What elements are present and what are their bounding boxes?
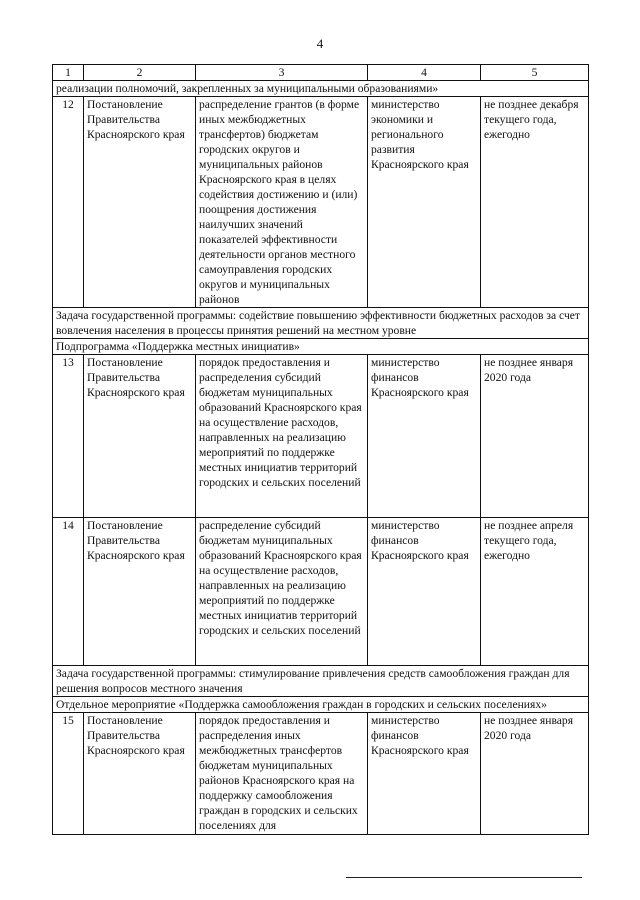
column-number: 1 [53,65,84,81]
subprogram-row [53,339,589,355]
task-row [53,308,589,339]
section-heading: реализации полномочий, закрепленных за муниципальными образованиями» [53,81,589,97]
subject-cell: порядок предоставления и распределения иных межбюджетных трансфертов бюджетам муниципальных районов Красноярского края на поддержку самообложения граждан в городских и сельских поселениях для [196,713,368,835]
table-row [53,518,589,666]
table-row [53,97,589,308]
executor-cell: министерство финансов Красноярского края [368,355,481,518]
table-row [53,713,589,835]
task-row [53,666,589,697]
executor-cell: министерство финансов Красноярского края [368,713,481,835]
page-number: 4 [316,36,324,51]
program-task-heading: Задача государственной программы: содействие повышению эффективности бюджетных расходов за счет вовлечения населения в процессы принятия решений на местном уровне [53,308,589,339]
act-type-cell: Постановление Правительства Красноярского края [84,518,196,666]
separate-measure-heading: Отдельное мероприятие «Поддержка самообложения граждан в городских и сельских поселениях» [53,697,589,713]
row-number: 15 [53,713,84,835]
subject-cell: порядок предоставления и распределения субсидий бюджетам муниципальных образований Красноярского края на осуществление расходов, направленных на реализацию мероприятий по поддержке местных инициатив территорий городских и сельских поселений [196,355,368,518]
deadline-cell: не позднее января 2020 года [481,355,589,518]
row-number: 13 [53,355,84,518]
deadline-cell: не позднее января 2020 года [481,713,589,835]
column-number: 2 [84,65,196,81]
section-continuation-row [53,81,589,97]
program-task-heading: Задача государственной программы: стимулирование привлечения средств самообложения граждан для решения вопросов местного значения [53,666,589,697]
row-number: 12 [53,97,84,308]
column-number-row [53,65,589,81]
subject-cell: распределение грантов (в форме иных межбюджетных трансфертов) бюджетам городских округов и муниципальных районов Красноярского края в целях содействия достижению и (или) поощрения достижения наилучших значений показателей эффективности деятельности органов местного самоуправления городских округов и муниципальных районов [196,97,368,308]
subprogram-heading: Подпрограмма «Поддержка местных инициатив» [53,339,589,355]
act-type-cell: Постановление Правительства Красноярского края [84,355,196,518]
regulatory-acts-table [52,64,589,835]
subject-cell: распределение субсидий бюджетам муниципальных образований Красноярского края на осуществление расходов, направленных на реализацию мероприятий по поддержке местных инициатив территорий городских и сельских поселений [196,518,368,666]
executor-cell: министерство экономики и регионального развития Красноярского края [368,97,481,308]
act-type-cell: Постановление Правительства Красноярского края [84,97,196,308]
column-number: 3 [196,65,368,81]
deadline-cell: не позднее декабря текущего года, ежегодно [481,97,589,308]
column-number: 4 [368,65,481,81]
separate-measure-row [53,697,589,713]
row-number: 14 [53,518,84,666]
executor-cell: министерство финансов Красноярского края [368,518,481,666]
act-type-cell: Постановление Правительства Красноярского края [84,713,196,835]
column-number: 5 [481,65,589,81]
table-row [53,355,589,518]
footer-rule [346,877,582,878]
deadline-cell: не позднее апреля текущего года, ежегодно [481,518,589,666]
